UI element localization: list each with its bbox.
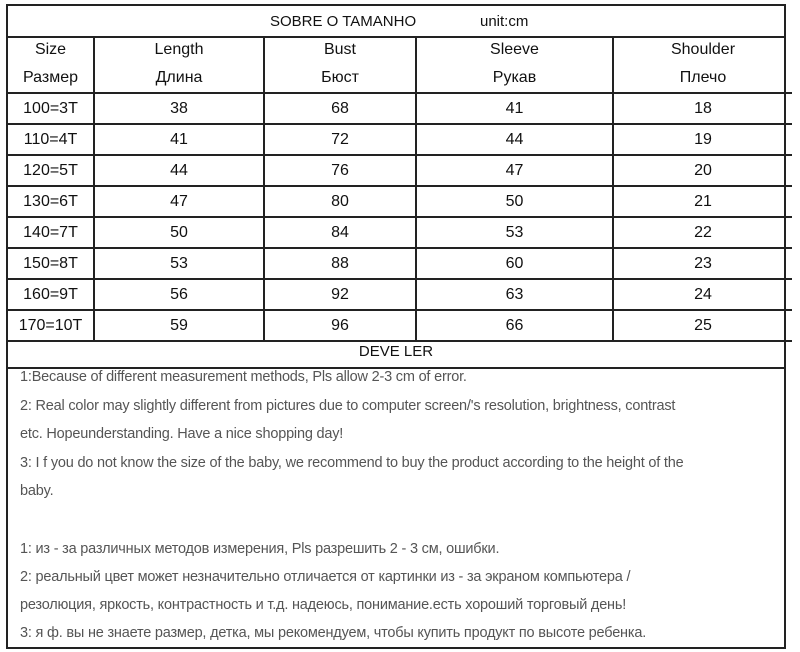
cell-sleeve: 66 [416,310,613,341]
table-row [8,217,792,248]
table-row [8,248,792,279]
table-row [8,93,792,124]
cell-length: 59 [94,310,264,341]
cell-length: 44 [94,155,264,186]
note-en-2: 2: Real color may slightly different from pictures due to computer screen/'s resolution, brightness, contrast [20,398,676,414]
header-en: Sleeve [490,41,539,58]
cell-length: 47 [94,186,264,217]
cell-shoulder: 21 [613,186,792,217]
note-ru-2: 2: реальный цвет может незначительно отличается от картинки из - за экраном компьютера / [20,569,631,585]
cell-bust: 76 [264,155,416,186]
header-ru: Рукав [492,69,537,86]
header-ru: Длина [155,69,203,86]
cell-bust: 68 [264,93,416,124]
cell-shoulder: 22 [613,217,792,248]
cell-size: 170=10T [8,310,94,341]
header-ru: Плечо [679,69,727,86]
header-en: Bust [323,41,356,58]
cell-sleeve: 47 [416,155,613,186]
cell-length: 56 [94,279,264,310]
cell-sleeve: 44 [416,124,613,155]
cell-size: 150=8T [8,248,94,279]
cell-bust: 84 [264,217,416,248]
header-ru: Бюст [321,69,359,86]
table-row [8,155,792,186]
chart-title: SOBRE O TAMANHO [270,13,417,30]
table-row [8,186,792,217]
note-en-3: 3: I f you do not know the size of the baby, we recommend to buy the product according to the height of the [20,455,684,471]
header-size [8,36,94,93]
note-ru-3: 3: я ф. вы не знаете размер, детка, мы рекомендуем, чтобы купить продукт по высоте ребенка. [20,625,647,641]
cell-shoulder: 18 [613,93,792,124]
chart-title-row [8,6,784,38]
note-en-3-cont: baby. [20,483,54,499]
cell-length: 41 [94,124,264,155]
cell-size: 100=3T [8,93,94,124]
header-en: Size [34,41,67,58]
cell-sleeve: 41 [416,93,613,124]
cell-shoulder: 25 [613,310,792,341]
size-table [8,36,792,342]
cell-sleeve: 63 [416,279,613,310]
section-label: DEVE LER [8,337,784,369]
unit-label: unit:cm [480,13,529,30]
cell-sleeve: 60 [416,248,613,279]
cell-bust: 88 [264,248,416,279]
header-en: Length [154,41,204,58]
note-en-2-cont: etc. Hopeunderstanding. Have a nice shopping day! [20,426,344,442]
cell-length: 50 [94,217,264,248]
header-shoulder [613,36,792,93]
table-row [8,124,792,155]
cell-length: 38 [94,93,264,124]
cell-size: 120=5T [8,155,94,186]
header-length [94,36,264,93]
size-chart [6,4,786,649]
header-en: Shoulder [670,41,736,58]
note-en-1: 1:Because of different measurement methods, Pls allow 2-3 cm of error. [20,369,467,385]
cell-size: 140=7T [8,217,94,248]
cell-length: 53 [94,248,264,279]
note-ru-1: 1: из - за различных методов измерения, Pls разрешить 2 - 3 см, ошибки. [20,541,500,557]
cell-shoulder: 23 [613,248,792,279]
cell-bust: 80 [264,186,416,217]
cell-shoulder: 24 [613,279,792,310]
cell-shoulder: 20 [613,155,792,186]
cell-bust: 72 [264,124,416,155]
table-header-row [8,36,792,93]
cell-sleeve: 50 [416,186,613,217]
cell-bust: 92 [264,279,416,310]
cell-shoulder: 19 [613,124,792,155]
table-row [8,279,792,310]
header-sleeve [416,36,613,93]
cell-bust: 96 [264,310,416,341]
header-bust [264,36,416,93]
cell-size: 160=9T [8,279,94,310]
header-ru: Размер [23,69,78,86]
note-ru-2-cont: резолюция, яркость, контрастность и т.д. надеюсь, понимание.есть хороший торговый день! [20,597,627,613]
cell-size: 130=6T [8,186,94,217]
cell-size: 110=4T [8,124,94,155]
cell-sleeve: 53 [416,217,613,248]
